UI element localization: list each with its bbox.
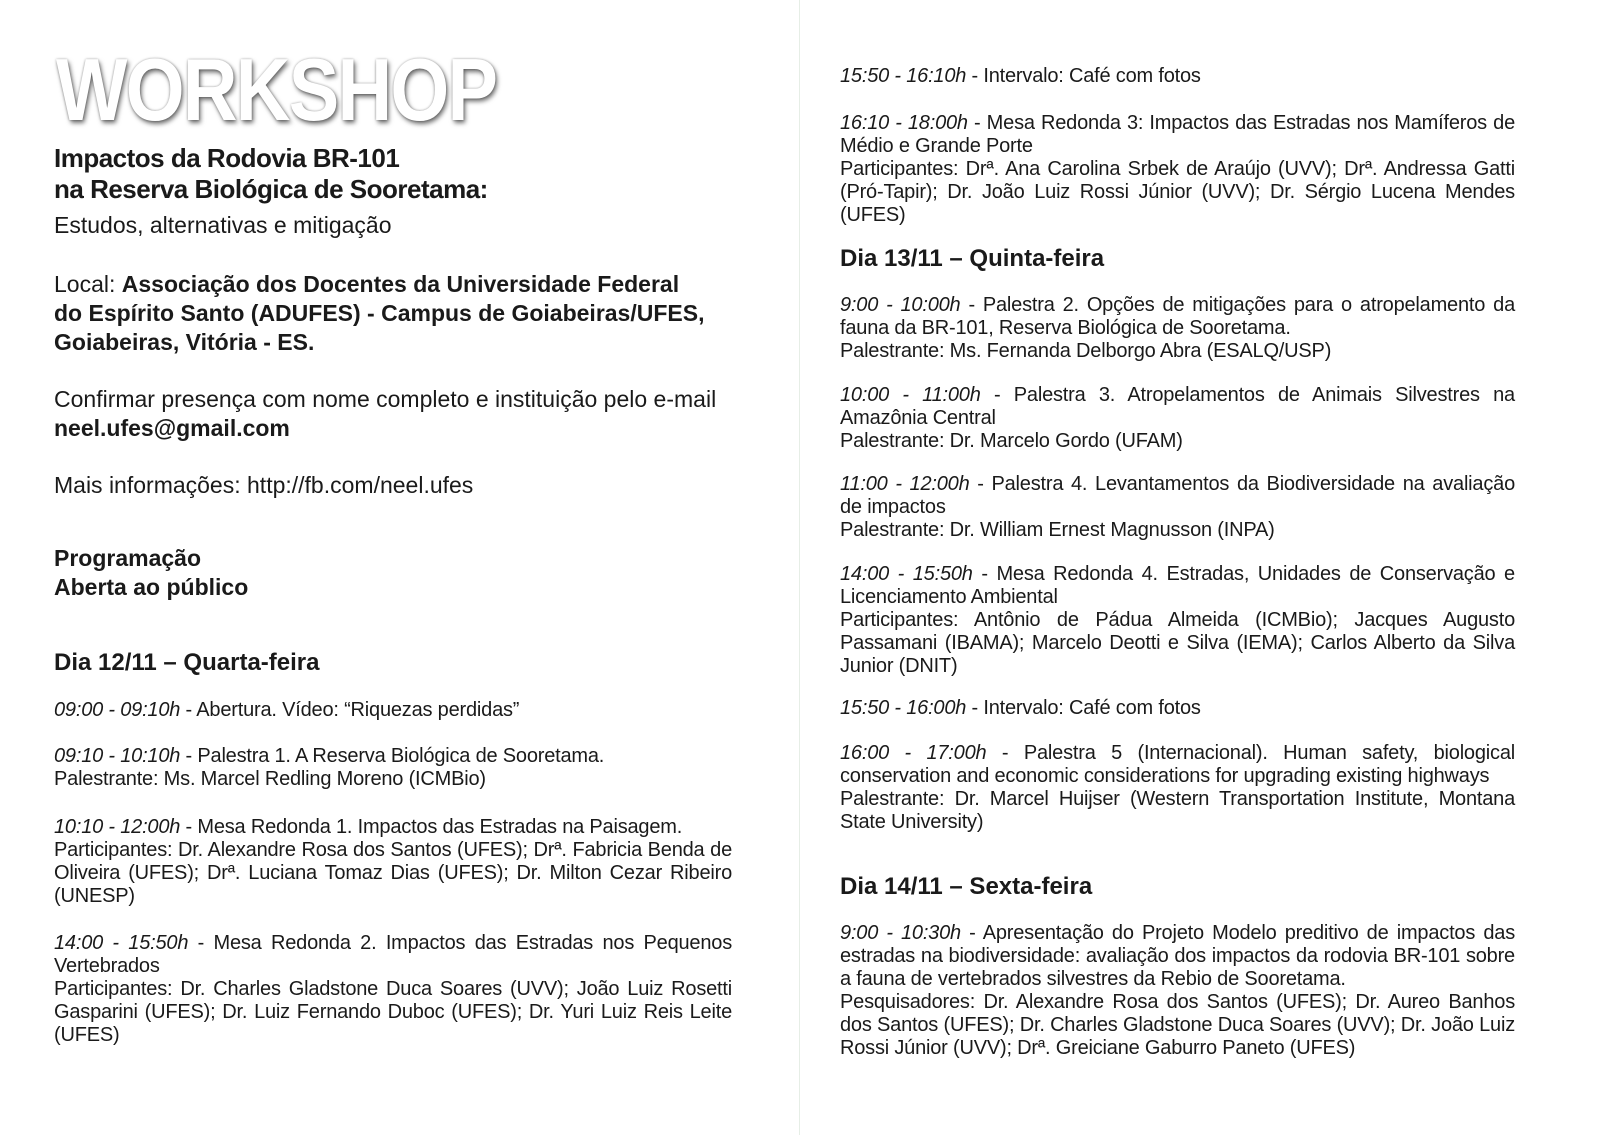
location-block	[54, 270, 754, 357]
schedule-entry	[840, 742, 1515, 834]
schedule-entry	[840, 473, 1515, 542]
entry-speakers: Palestrante: Dr. Marcel Huijser (Western Transportation Institute, Montana State University)	[840, 788, 1515, 833]
entry-speakers: Pesquisadores: Dr. Alexandre Rosa dos Santos (UFES); Dr. Aureo Banhos dos Santos (UFES); Dr. Charles Gladstone Duca Soares (UVV); Dr. João Luiz Rossi Júnior (UVV); Drª. Greiciane Gaburro Paneto (UFES)	[840, 991, 1515, 1059]
entry-time: 11:00 - 12:00h	[840, 473, 970, 495]
entry-time: 9:00 - 10:00h	[840, 294, 961, 316]
entry-speakers: Palestrante: Ms. Marcel Redling Moreno (ICMBio)	[54, 768, 486, 790]
event-title-line1: Impactos da Rodovia BR-101	[54, 143, 400, 173]
entry-time: 09:10 - 10:10h	[54, 745, 181, 767]
schedule-entry	[840, 294, 1515, 363]
schedule-entry	[54, 932, 732, 1047]
entry-speakers: Participantes: Antônio de Pádua Almeida (ICMBio); Jacques Augusto Passamani (IBAMA); Marcelo Deotti e Silva (IEMA); Carlos Alberto da Silva Junior (DNIT)	[840, 609, 1515, 677]
location-line2: do Espírito Santo (ADUFES) - Campus de Goiabeiras/UFES,	[54, 300, 705, 326]
entry-text: - Palestra 4. Levantamentos da Biodiversidade na avaliação de impactos	[840, 473, 1515, 518]
confirm-email[interactable]: neel.ufes@gmail.com	[54, 415, 290, 441]
event-title	[54, 143, 488, 205]
day-heading-13-11: Dia 13/11 – Quinta-feira	[840, 245, 1105, 272]
entry-time: 10:00 - 11:00h	[840, 384, 981, 406]
confirm-block	[54, 385, 774, 443]
schedule-entry	[54, 699, 732, 722]
programme-open: Aberta ao público	[54, 574, 249, 600]
entry-time: 9:00 - 10:30h	[840, 922, 961, 944]
schedule-entry	[840, 112, 1515, 227]
schedule-entry	[840, 384, 1515, 453]
entry-text: - Mesa Redonda 1. Impactos das Estradas na Paisagem.	[180, 816, 683, 838]
entry-time: 09:00 - 09:10h	[54, 699, 181, 721]
entry-time: 10:10 - 12:00h	[54, 816, 181, 838]
entry-text: - Palestra 5 (Internacional). Human safety, biological conservation and economic considerations for upgrading existing highways	[840, 742, 1515, 787]
entry-text: - Abertura. Vídeo: “Riquezas perdidas”	[180, 699, 520, 721]
entry-speakers: Participantes: Dr. Alexandre Rosa dos Santos (UFES); Drª. Fabricia Benda de Oliveira (UFES); Drª. Luciana Tomaz Dias (UFES); Dr. Milton Cezar Ribeiro (UNESP)	[54, 839, 732, 907]
entry-speakers: Participantes: Dr. Charles Gladstone Duca Soares (UVV); João Luiz Rosetti Gasparini (UFES); Dr. Luiz Fernando Duboc (UFES); Dr. Yuri Luiz Reis Leite (UFES)	[54, 978, 732, 1046]
confirm-text: Confirmar presença com nome completo e instituição pelo e-mail	[54, 386, 717, 412]
entry-time: 16:00 - 17:00h	[840, 742, 987, 764]
entry-speakers: Palestrante: Ms. Fernanda Delborgo Abra (ESALQ/USP)	[840, 340, 1332, 362]
location-line3: Goiabeiras, Vitória - ES.	[54, 329, 315, 355]
page-fold-divider	[799, 0, 800, 1135]
event-subtitle: Estudos, alternativas e mitigação	[54, 212, 392, 238]
entry-text: - Palestra 3. Atropelamentos de Animais Silvestres na Amazônia Central	[840, 384, 1515, 429]
location-line1: Associação dos Docentes da Universidade Federal	[121, 271, 680, 297]
schedule-entry	[840, 65, 1515, 88]
entry-text: - Apresentação do Projeto Modelo preditivo de impactos das estradas na biodiversidade: avaliação dos impactos da rodovia BR-101 sobre a fauna de vertebrados silvestres da Rebio de Sooretama.	[840, 922, 1515, 990]
entry-time: 15:50 - 16:00h	[840, 697, 967, 719]
location-label: Local:	[54, 271, 122, 297]
entry-time: 16:10 - 18:00h	[840, 112, 968, 134]
schedule-entry	[840, 563, 1515, 678]
workshop-title: WORKSHOP	[56, 40, 497, 139]
entry-text: - Mesa Redonda 3: Impactos das Estradas nos Mamíferos de Médio e Grande Porte	[840, 112, 1515, 157]
entry-text: - Intervalo: Café com fotos	[966, 697, 1201, 719]
entry-time: 15:50 - 16:10h	[840, 65, 967, 87]
entry-time: 14:00 - 15:50h	[54, 932, 189, 954]
schedule-entry	[840, 697, 1515, 720]
schedule-entry	[54, 816, 732, 908]
programme-title: Programação	[54, 545, 202, 571]
schedule-entry	[54, 745, 732, 791]
programme-block	[54, 544, 454, 602]
event-title-line2: na Reserva Biológica de Sooretama:	[54, 174, 488, 204]
day-heading-14-11: Dia 14/11 – Sexta-feira	[840, 873, 1093, 900]
entry-speakers: Participantes: Drª. Ana Carolina Srbek de Araújo (UVV); Drª. Andressa Gatti (Pró-Tapir); Dr. João Luiz Rossi Júnior (UVV); Dr. Sérgio Lucena Mendes (UFES)	[840, 158, 1515, 226]
day-heading-12-11: Dia 12/11 – Quarta-feira	[54, 649, 320, 676]
entry-text: - Palestra 1. A Reserva Biológica de Sooretama.	[180, 745, 605, 767]
entry-speakers: Palestrante: Dr. William Ernest Magnusson (INPA)	[840, 519, 1275, 541]
more-info[interactable]: Mais informações: http://fb.com/neel.ufes	[54, 472, 474, 498]
entry-text: - Mesa Redonda 2. Impactos das Estradas nos Pequenos Vertebrados	[54, 932, 732, 977]
entry-speakers: Palestrante: Dr. Marcelo Gordo (UFAM)	[840, 430, 1183, 452]
entry-text: - Intervalo: Café com fotos	[966, 65, 1201, 87]
entry-text: - Mesa Redonda 4. Estradas, Unidades de Conservação e Licenciamento Ambiental	[840, 563, 1515, 608]
entry-time: 14:00 - 15:50h	[840, 563, 973, 585]
entry-text: - Palestra 2. Opções de mitigações para o atropelamento da fauna da BR-101, Reserva Biológica de Sooretama.	[840, 294, 1515, 339]
schedule-entry	[840, 922, 1515, 1060]
